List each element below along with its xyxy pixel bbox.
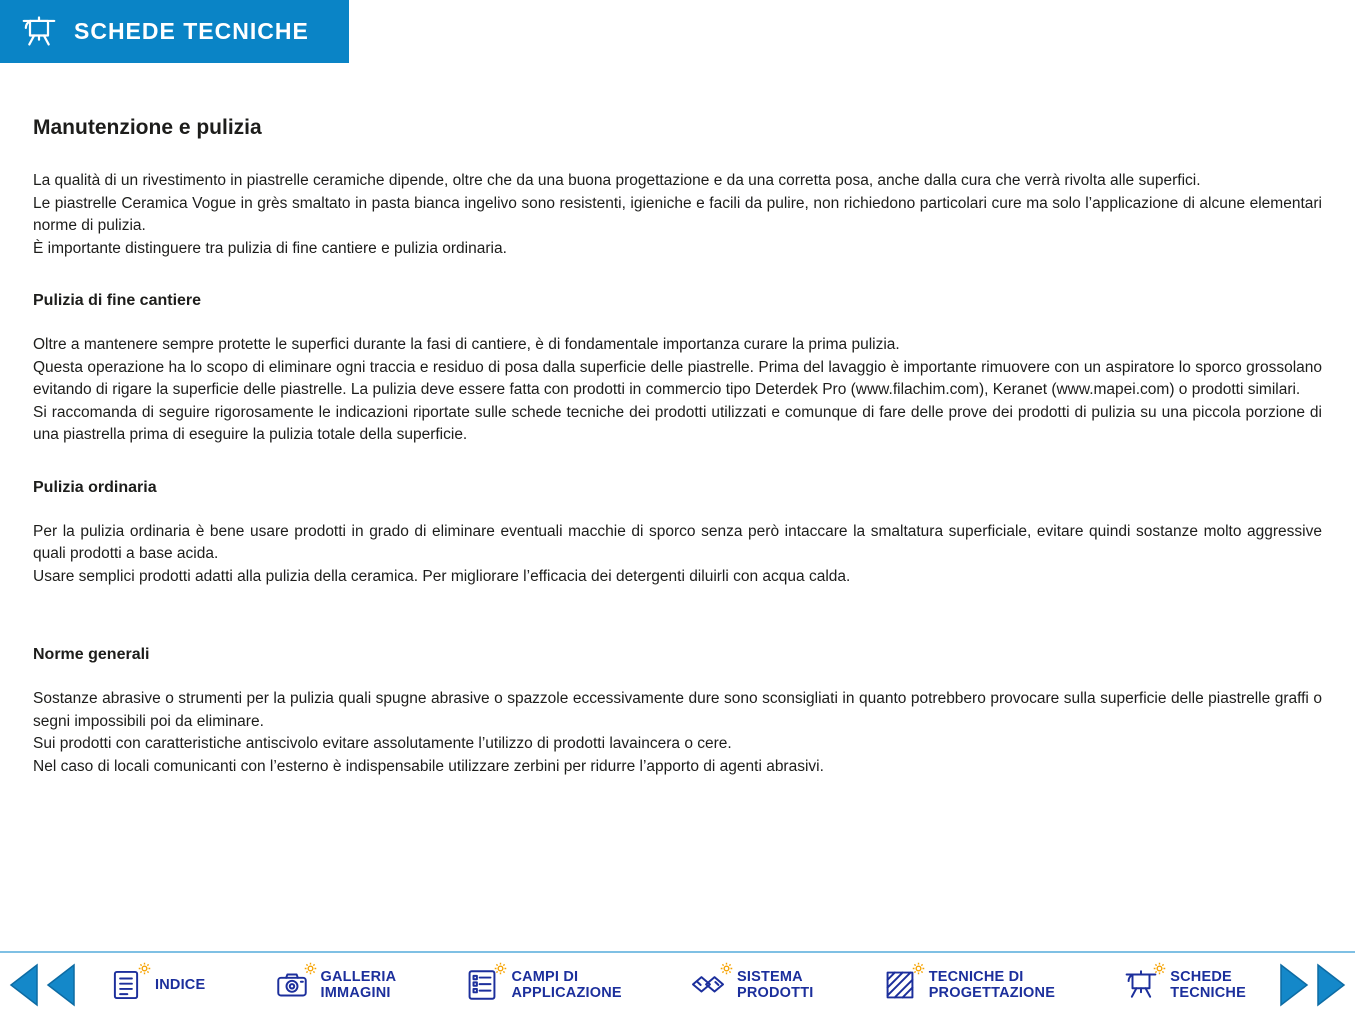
- section-heading: Pulizia di fine cantiere: [33, 292, 202, 309]
- nav-label: [1170, 969, 1246, 1001]
- section-block: [33, 688, 1322, 778]
- nav-label: [511, 969, 621, 1001]
- gear-icon: [138, 962, 151, 975]
- nav-item-schede-tecniche[interactable]: [1124, 968, 1246, 1002]
- nav-label: [321, 969, 397, 1001]
- nav-label: [929, 969, 1055, 1001]
- section-paragraph: Usare semplici prodotti adatti alla pulizia della ceramica. Per migliorare l’efficacia dei detergenti diluirli con acqua calda.: [33, 567, 851, 585]
- nav-label-line: IMMAGINI: [320, 985, 391, 1001]
- nav-label-line: CAMPI DI: [511, 969, 579, 985]
- flipchart-icon: [20, 14, 58, 50]
- intro-paragraph: La qualità di un rivestimento in piastrelle ceramiche dipende, oltre che da una buona progettazione e da una corretta posa, anche dalla cura che verrà rivolta alle superfici.: [33, 172, 1201, 189]
- intro-paragraph: È importante distinguere tra pulizia di fine cantiere e pulizia ordinaria.: [33, 239, 507, 257]
- nav-label: [155, 977, 205, 993]
- header-flag: [0, 0, 349, 63]
- nav-label-line: PRODOTTI: [736, 985, 814, 1001]
- section-paragraph: Per la pulizia ordinaria è bene usare prodotti in grado di eliminare eventuali macchie di sporco senza però intaccare la smaltatura superficiale, evitare quindi sostanze molto aggressive quali prodotti a base acida.: [33, 522, 1322, 562]
- section-paragraph: Si raccomanda di seguire rigorosamente le indicazioni riportate sulle schede tecniche dei prodotti utilizzati e comunque di fare delle prove dei prodotti di pulizia su una piccola porzione di una piastrella prima di eseguire la pulizia totale della superficie.: [33, 403, 1322, 443]
- section-heading: Norme generali: [33, 646, 150, 663]
- intro-block: [33, 170, 1322, 260]
- section-paragraph: Questa operazione ha lo scopo di eliminare ogni traccia e residuo di posa dalla superficie delle piastrelle. Prima del lavaggio è importante rimuovere con un aspiratore lo sporco grossolano evitando di rigare la superficie delle piastrelle. La pulizia deve essere fatta con prodotti in commercio tipo Deterdek Pro (www.filachim.com), Keranet (www.mapei.com) o prodotti similari.: [33, 358, 1322, 398]
- gear-icon: [304, 962, 317, 975]
- gear-icon: [1153, 962, 1166, 975]
- gear-icon: [912, 962, 925, 975]
- gear-icon: [494, 962, 507, 975]
- intro-paragraph: Le piastrelle Ceramica Vogue in grès smaltato in pasta bianca ingelivo sono resistenti, igieniche e facili da pulire, non richiedono particolari cure ma solo l’applicazione di alcune elementari norme di pulizia.: [33, 194, 1322, 234]
- nav-label-line: APPLICAZIONE: [511, 985, 622, 1001]
- nav-label-line: PROGETTAZIONE: [928, 985, 1056, 1001]
- nav-icon-wrap: [275, 968, 309, 1002]
- section-block: [33, 521, 1322, 589]
- nav-label: [737, 969, 814, 1001]
- nav-items: [77, 968, 1278, 1002]
- section-paragraph: Sui prodotti con caratteristiche antiscivolo evitare assolutamente l’utilizzo di prodotti lavaincera o cere.: [33, 735, 732, 752]
- footer-nav: [0, 951, 1355, 1017]
- section-block: [33, 334, 1322, 447]
- forward-arrow-icon[interactable]: [1278, 962, 1310, 1008]
- nav-item-sistema-prodotti[interactable]: [691, 968, 814, 1002]
- document-page: [33, 116, 1322, 778]
- section-paragraph: Nel caso di locali comunicanti con l’esterno è indispensabile utilizzare zerbini per ridurre l’apporto di agenti abrasivi.: [33, 757, 824, 775]
- page-title: Manutenzione e pulizia: [33, 116, 262, 139]
- header-title: SCHEDE TECNICHE: [74, 18, 309, 44]
- gear-icon: [720, 962, 733, 975]
- nav-label-line: TECNICHE: [1170, 985, 1246, 1001]
- back-arrow-icon[interactable]: [45, 962, 77, 1008]
- nav-icon-wrap: [1124, 968, 1158, 1002]
- nav-label-line: SCHEDE: [1170, 969, 1232, 985]
- nav-item-indice[interactable]: [109, 968, 205, 1002]
- section-heading: Pulizia ordinaria: [33, 478, 157, 496]
- nav-label-line: TECNICHE DI: [928, 969, 1024, 985]
- fast-forward-arrow-icon[interactable]: [1315, 962, 1347, 1008]
- nav-icon-wrap: [691, 968, 725, 1002]
- nav-icon-wrap: [465, 968, 499, 1002]
- nav-label-line: INDICE: [155, 977, 206, 993]
- nav-item-campi-di-applicazione[interactable]: [465, 968, 621, 1002]
- nav-back-arrows: [8, 962, 77, 1008]
- nav-icon-wrap: [109, 968, 143, 1002]
- nav-icon-wrap: [883, 968, 917, 1002]
- nav-item-tecniche-di-progettazione[interactable]: [883, 968, 1055, 1002]
- section-paragraph: Oltre a mantenere sempre protette le superfici durante la fasi di cantiere, è di fondamentale importanza curare la prima pulizia.: [33, 336, 900, 353]
- fast-back-arrow-icon[interactable]: [8, 962, 40, 1008]
- nav-label-line: SISTEMA: [736, 969, 803, 985]
- nav-item-galleria-immagini[interactable]: [275, 968, 397, 1002]
- nav-label-line: GALLERIA: [320, 969, 397, 985]
- section-paragraph: Sostanze abrasive o strumenti per la pulizia quali spugne abrasive o spazzole eccessivamente dure sono sconsigliati in quanto potrebbero provocare sulla superficie delle piastrelle graffi o segni impossibili poi da eliminare.: [33, 690, 1322, 730]
- nav-forward-arrows: [1278, 962, 1347, 1008]
